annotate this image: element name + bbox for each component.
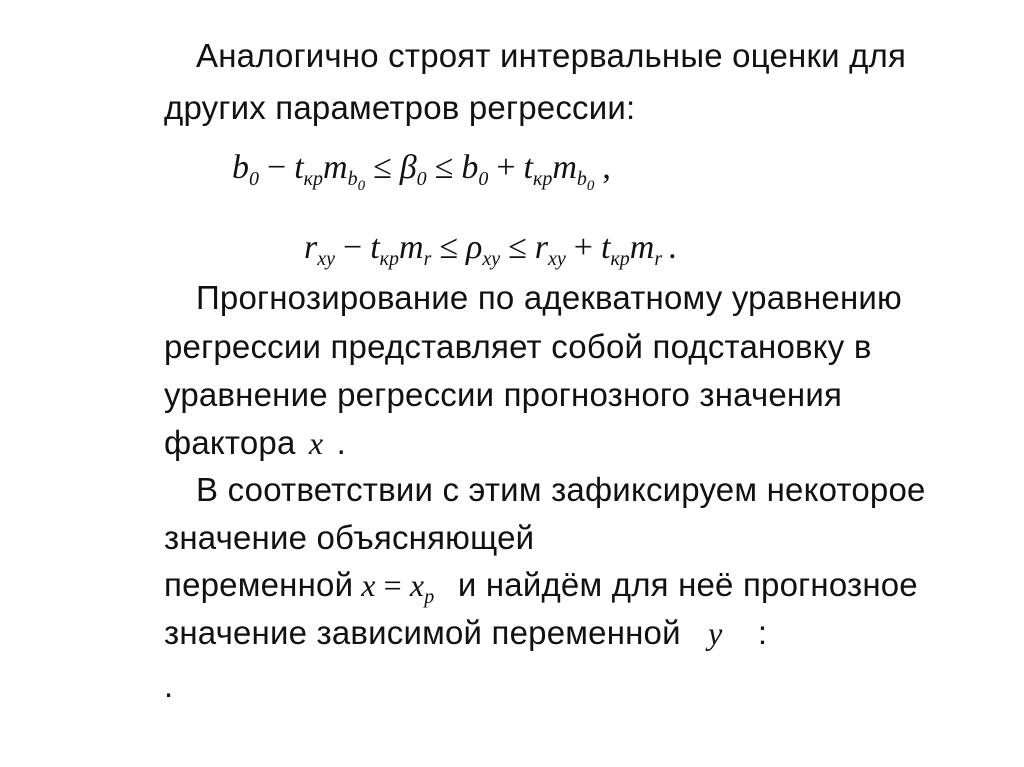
- equation-x-xp: $x = x_p$: [361, 567, 435, 608]
- paragraph-2-line-4: фактора x .: [164, 424, 347, 461]
- formula-b0-interval: $b_0 - t_{кр}m_{b_0} \le \beta_0 \le b_0 + t_{кр}m_{b_0}$ ,: [232, 149, 611, 194]
- paragraph-3-line-5: .: [164, 667, 174, 704]
- paragraph-2-line-3: уравнение регрессии прогнозного значения: [164, 376, 843, 413]
- paragraph-3-line-3: переменной $x = x_p$ и найдём для неё прогнозное: [164, 566, 918, 608]
- paragraph-3-line-2: значение объясняющей: [164, 519, 535, 556]
- paragraph-1-line-2: других параметров регрессии:: [164, 89, 636, 126]
- paragraph-1-line-1: Аналогично строят интервальные оценки для: [196, 37, 907, 74]
- paragraph-2-line-1: Прогнозирование по адекватному уравнению: [196, 279, 902, 316]
- variable-x: x: [308, 425, 324, 461]
- variable-y: y: [708, 615, 723, 651]
- paragraph-3-line-4: значение зависимой переменной y :: [164, 614, 768, 651]
- paragraph-2-line-2: регрессии представляет собой подстановку в: [164, 328, 872, 365]
- formula-rxy-interval: $r_{xy} - t_{кр}m_r \le \rho_{xy} \le r_{xy} + t_{кр}m_r$ .: [304, 229, 677, 270]
- paragraph-3-line-1: В соответствии с этим зафиксируем некоторое: [196, 471, 926, 508]
